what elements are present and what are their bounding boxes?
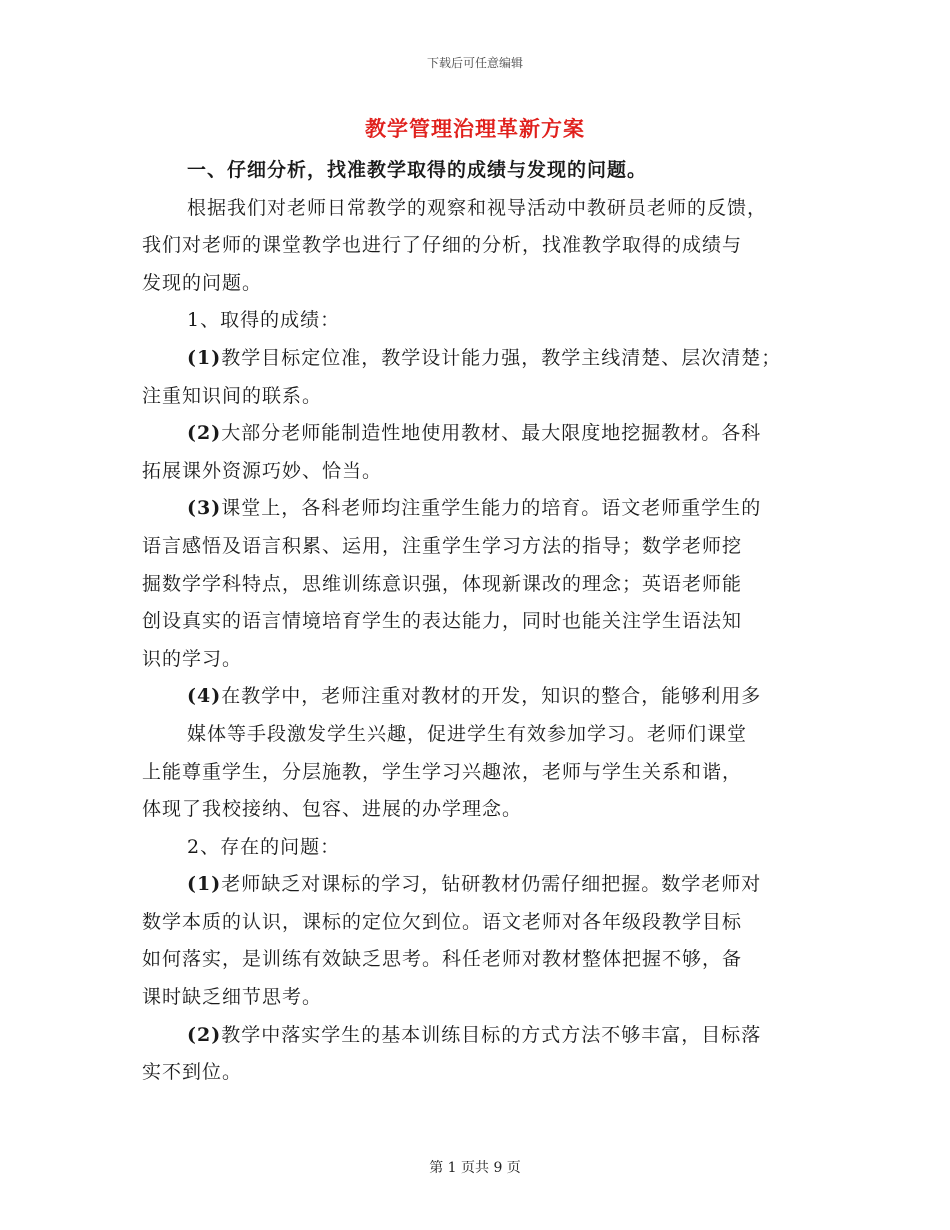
line-text: 体现了我校接纳、包容、进展的办学理念。 <box>142 798 523 821</box>
paragraph-line <box>142 678 822 716</box>
line-text: 创设真实的语言情境培育学生的表达能力，同时也能关注学生语法知 <box>142 610 743 633</box>
line-text: 我们对老师的课堂教学也进行了仔细的分析，找准教学取得的成绩与 <box>142 234 743 257</box>
list-number: (3) <box>187 497 222 520</box>
paragraph-line <box>142 302 822 340</box>
line-text: 课时缺乏细节思考。 <box>142 986 323 1009</box>
paragraph-line <box>142 453 822 491</box>
paragraph-line <box>142 528 822 566</box>
paragraph-line <box>142 866 822 904</box>
line-text: 注重知识间的联系。 <box>142 384 323 407</box>
paragraph-line <box>142 227 822 265</box>
paragraph-line <box>142 415 822 453</box>
line-text: 老师缺乏对课标的学习，钻研教材仍需仔细把握。数学老师对 <box>221 873 762 896</box>
paragraph-line <box>142 754 822 792</box>
line-text: 语言感悟及语言积累、运用，注重学生学习方法的指导；数学老师挖 <box>142 534 743 557</box>
list-number: (1) <box>187 873 222 896</box>
line-text: 识的学习。 <box>142 647 243 670</box>
page-footer: 第 1 页共 9 页 <box>429 1160 521 1176</box>
line-text: 2、存在的问题： <box>187 835 341 858</box>
paragraph-line <box>142 641 822 679</box>
paragraph-line <box>142 904 822 942</box>
list-number: (2) <box>187 1023 222 1046</box>
paragraph-line <box>142 603 822 641</box>
line-text: 在教学中，老师注重对教材的开发，知识的整合，能够利用多 <box>221 685 762 708</box>
paragraph-line <box>142 378 822 416</box>
paragraph-line <box>142 265 822 303</box>
line-text: 发现的问题。 <box>142 271 263 294</box>
paragraph-line <box>142 829 822 867</box>
line-text: 1、取得的成绩： <box>187 309 341 332</box>
document-title: 教学管理治理革新方案 <box>365 116 585 141</box>
paragraph-line <box>142 1017 822 1055</box>
line-text: 上能尊重学生，分层施教，学生学习兴趣浓，老师与学生关系和谐， <box>142 760 743 783</box>
page-header-note: 下载后可任意编辑 <box>426 56 523 70</box>
list-number: (4) <box>187 685 222 708</box>
paragraph-line <box>142 340 822 378</box>
line-text: 实不到位。 <box>142 1061 243 1084</box>
list-number: (1) <box>187 346 222 369</box>
paragraph-line <box>142 566 822 604</box>
line-text: 媒体等手段激发学生兴趣，促进学生有效参加学习。老师们课堂 <box>187 722 748 745</box>
paragraph-line <box>142 716 822 754</box>
section-heading <box>142 152 822 190</box>
line-text: 大部分老师能制造性地使用教材、最大限度地挖掘教材。各科 <box>221 422 762 445</box>
paragraph-line <box>142 979 822 1017</box>
document-body <box>142 152 822 1092</box>
line-text: 数学本质的认识，课标的定位欠到位。语文老师对各年级段教学目标 <box>142 910 743 933</box>
paragraph-line <box>142 490 822 528</box>
line-text: 拓展课外资源巧妙、恰当。 <box>142 459 383 482</box>
line-text: 一、仔细分析，找准教学取得的成绩与发现的问题。 <box>187 159 648 181</box>
paragraph-line <box>142 941 822 979</box>
list-number: (2) <box>187 422 222 445</box>
paragraph-line <box>142 190 822 228</box>
paragraph-line <box>142 791 822 829</box>
line-text: 课堂上，各科老师均注重学生能力的培育。语文老师重学生的 <box>221 497 762 520</box>
line-text: 如何落实，是训练有效缺乏思考。科任老师对教材整体把握不够，备 <box>142 948 743 971</box>
line-text: 教学中落实学生的基本训练目标的方式方法不够丰富，目标落 <box>221 1023 762 1046</box>
paragraph-line <box>142 1054 822 1092</box>
line-text: 根据我们对老师日常教学的观察和视导活动中教研员老师的反馈， <box>187 196 768 219</box>
line-text: 教学目标定位准，教学设计能力强，教学主线清楚、层次清楚； <box>221 346 782 369</box>
line-text: 掘数学学科特点，思维训练意识强，体现新课改的理念；英语老师能 <box>142 572 743 595</box>
